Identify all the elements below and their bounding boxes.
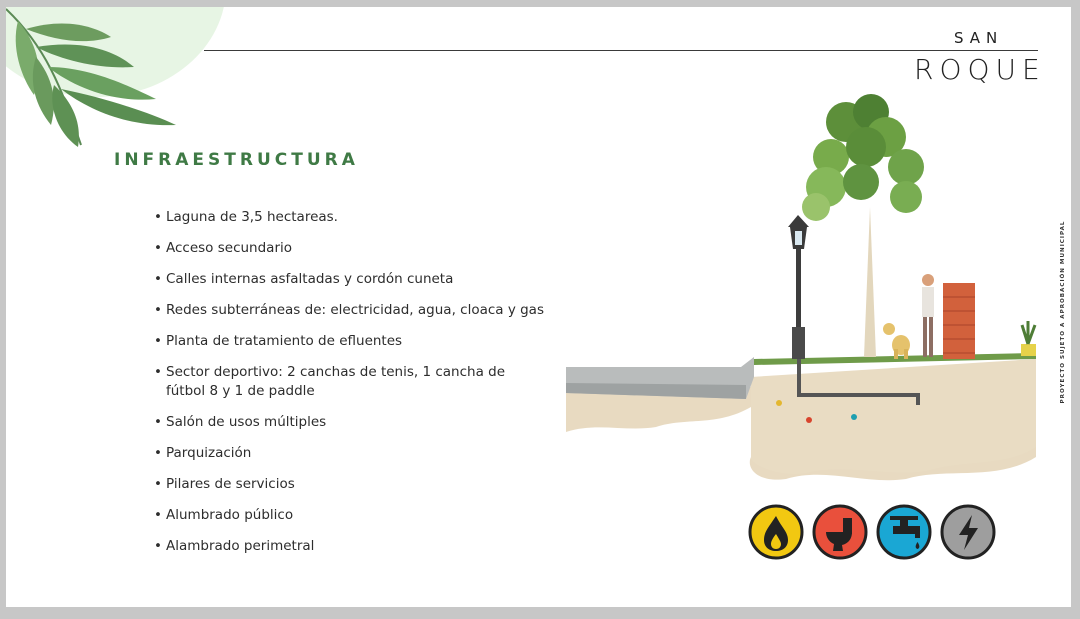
toilet-icon bbox=[812, 504, 868, 560]
features-list bbox=[154, 208, 566, 568]
lamp-base bbox=[792, 327, 805, 359]
list-item: • Parquización bbox=[154, 444, 551, 463]
lamp-cap bbox=[788, 215, 809, 227]
potted-plant bbox=[1021, 321, 1036, 356]
slide bbox=[6, 7, 1071, 607]
list-item: • Calles internas asfaltadas y cordón cuneta bbox=[154, 270, 551, 289]
person-figure bbox=[922, 274, 934, 357]
list-item: • Redes subterráneas de: electricidad, agua, cloaca y gas bbox=[154, 301, 566, 320]
side-note-text: PROYECTO SUJETO A APROBACIÓN MUNICIPAL bbox=[1060, 220, 1066, 404]
list-item: • Salón de usos múltiples bbox=[154, 413, 551, 432]
dog-figure bbox=[883, 323, 910, 359]
electricity-bolt-icon bbox=[940, 504, 996, 560]
tree-canopy bbox=[802, 94, 924, 221]
list-item: • Planta de tratamiento de efluentes bbox=[154, 332, 551, 351]
sewer-pipe-dot bbox=[806, 417, 812, 423]
list-item: • Acceso secundario bbox=[154, 239, 551, 258]
list-item: • Pilares de servicios bbox=[154, 475, 551, 494]
list-item: • Alumbrado público bbox=[154, 506, 551, 525]
soil-section bbox=[751, 359, 1036, 474]
side-note bbox=[1058, 207, 1068, 417]
gas-flame-icon bbox=[748, 504, 804, 560]
list-item: • Laguna de 3,5 hectareas. bbox=[154, 208, 551, 227]
header-line bbox=[204, 50, 1038, 51]
water-pipe-dot bbox=[851, 414, 857, 420]
service-pillar bbox=[943, 283, 975, 359]
gas-pipe-dot bbox=[776, 400, 782, 406]
tree-trunk bbox=[864, 207, 876, 357]
section-title: INFRAESTRUCTURA bbox=[114, 150, 359, 170]
brand-top: SAN bbox=[954, 29, 1004, 47]
leaf-branch-icon bbox=[6, 7, 196, 157]
brand-main: ROQUE bbox=[914, 53, 1046, 86]
infrastructure-illustration bbox=[566, 87, 1046, 487]
list-item: • Alambrado perimetral bbox=[154, 537, 551, 556]
lamp-glass bbox=[795, 231, 802, 245]
water-tap-icon bbox=[876, 504, 932, 560]
list-item: • Sector deportivo: 2 canchas de tenis, 1 cancha de fútbol 8 y 1 de paddle bbox=[154, 363, 506, 401]
service-icons bbox=[748, 504, 996, 560]
